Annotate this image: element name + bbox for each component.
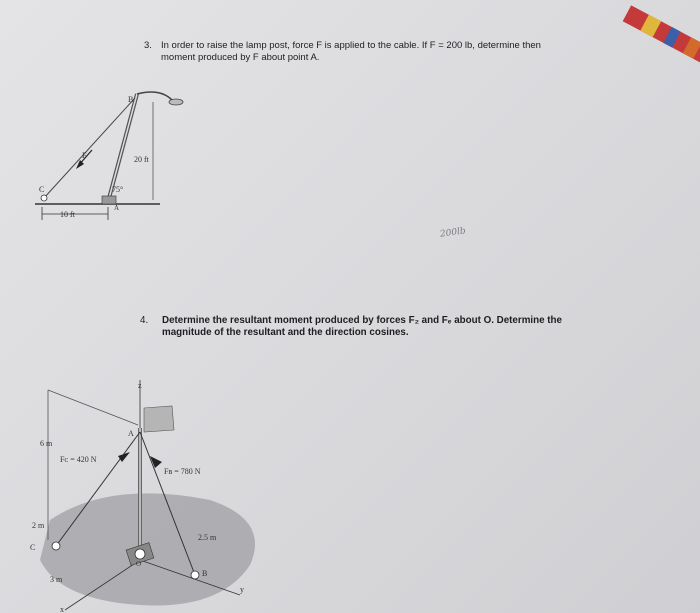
dim-3m: 3 m xyxy=(50,575,63,584)
label-height: 20 ft xyxy=(134,155,149,164)
dim-6m: 6 m xyxy=(40,439,53,448)
label-A: A xyxy=(114,204,120,212)
pencil-object xyxy=(610,0,700,70)
axis-x: x xyxy=(60,605,64,613)
force-C-label: Fᴄ = 420 N xyxy=(60,455,97,464)
problem-3-number: 3. xyxy=(144,40,152,51)
problem-4-line-2: magnitude of the resultant and the direction cosines. xyxy=(162,327,409,338)
flagpole-figure xyxy=(20,370,280,613)
label-O: O xyxy=(136,560,142,568)
axis-z: z xyxy=(138,381,142,390)
label-F: F xyxy=(82,151,87,160)
label-C: C xyxy=(39,185,45,194)
axis-y: y xyxy=(240,585,244,594)
label-B: B xyxy=(128,95,134,104)
label-A: A xyxy=(128,429,134,438)
label-base: 10 ft xyxy=(60,210,75,219)
problem-4-line-1: Determine the resultant moment produced by forces F₂ and Fₑ about O. Determine the xyxy=(162,315,562,326)
label-B: B xyxy=(202,569,208,578)
problem-3-line-1: In order to raise the lamp post, force F is applied to the cable. If F = 200 lb, determine then xyxy=(161,40,541,51)
handwritten-note: 200lb xyxy=(439,226,467,240)
label-angle: 75° xyxy=(112,185,124,194)
dim-2m: 2 m xyxy=(32,521,45,530)
force-B-label: Fʙ = 780 N xyxy=(164,467,201,476)
label-C: C xyxy=(30,543,36,552)
dim-2-5m: 2.5 m xyxy=(198,533,217,542)
problem-4-number: 4. xyxy=(140,315,149,326)
problem-3-line-2: moment produced by F about point A. xyxy=(161,52,320,63)
lamp-post-figure xyxy=(30,80,200,240)
